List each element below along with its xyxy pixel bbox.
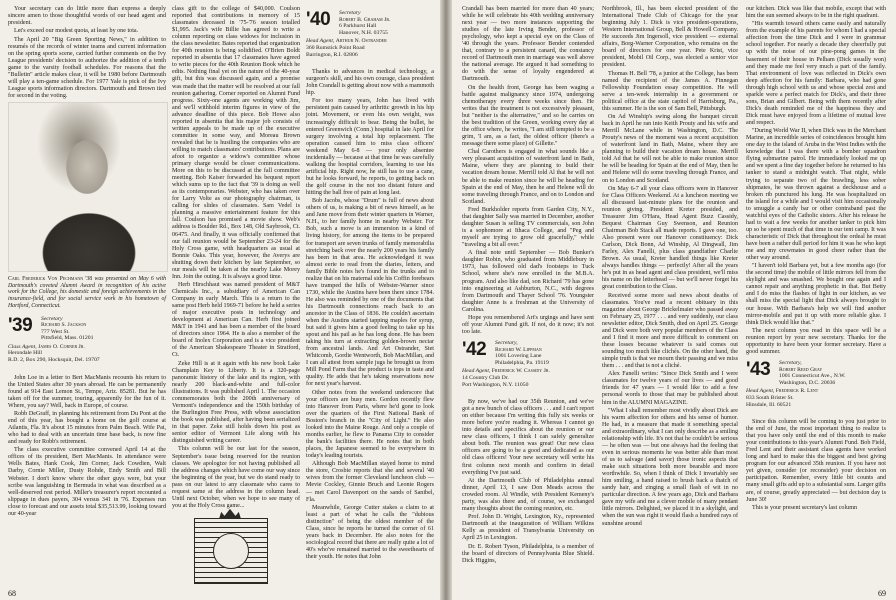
paragraph: Other notes from the weekend underscore that your officers are busy men. Gordon recently flew into Hanover from Paris, where he'd gone to look over the quarters of the First National Bank of Boston's branch in the "City of Light." He also looked into the Maine Rouge. And only a couple of months earlier, he flew to Panama City to consider the bank's facilities there. He notes that in both places, the Japanese seemed to be everywhere in today's leading tourists. [306, 389, 434, 460]
secretary-role: Secretary, [495, 340, 518, 347]
paragraph: "I haven't told Barbara yet, but a few months ago (for the second time) the mobile of little mirrors fell from the skylight and was smashed. We bought one again and I cannot repair and anything prophetic in that. But Betty and I do miss the flashes of light in our kitchen, as we shall miss the special light that Dick always brought to our house. With Barbara's help we will find another mirror-mobile and put it up with more reliable glue. I think Dick would like that." [746, 263, 886, 326]
secretary-name: Robert Reed Gray [779, 366, 823, 373]
class-agent [8, 344, 166, 364]
class-agent [462, 368, 594, 388]
secretary-name: Richard S. Jackson [41, 322, 87, 329]
agent-city: Barrington, R.I. 02806 [306, 51, 358, 58]
paragraph: "During World War II, when Dick was in the Merchant Marine, an incredible series of coincidences brought him one day to the island of Aruba in the West Indies with the knowledge that I was there with a bomber squadron flying submarine patrol. He immediately looked me up and we spent a fine day together before he returned to his tanker to stand a midnight watch. That night, while trying to separate two of the brawling, less sober shipmates, he was thrown against a deckhouse and a broken rib punctured his lung. He was hospitalized on the island for a while and I would visit him occasionally to smuggle a candy bar or other contraband past the watchful eyes of the Catholic sisters. After his release he had to wait a few weeks for another tanker to pick him up so he spent much of that time in our tent camp. It was characteristic of Dick that throughout the ordeal he must have been a rather dull period for him it was he who kept me and my crewmates in good cheer rather than the other way around. [746, 128, 886, 262]
paragraph: Dr. E. Robert Tyson, Philadelphia, is a member of the board of directors of Pennsylvania Blue Shield. Dick Higgins, [462, 543, 594, 564]
secretary-address: 6 Parkhurst Hall [339, 23, 377, 30]
paragraph: Meanwhile, George Cutter stakes a claim to at least a part of what he calls the "dubious distinction" of being the oldest member of the Class, since he reports he turned the corner of 61 years back in December. He also notes for the sociological record that there are really quite a lot of 40's who've remained married to the sweethearts of their youth. He notes that John [306, 504, 434, 561]
paragraph: By now, we've had our 35th Reunion, and we've got a new bunch of class officers . . . and I can't report on either because I'm writing this fully six weeks or more before you're reading it. Whereas I cannot go into details and specifics about the reunion or our new class officers, I think I can safely generalize about both. The reunion was great! Our new class officers are going to be a good and dedicated as our old class officers! Your new secretary will write his first column next month and confirm in detail everything I've just said. [462, 399, 594, 476]
page-number: 69 [878, 589, 886, 598]
right-page [452, 0, 896, 600]
class-year: '42 [462, 339, 487, 361]
class-heading-40 [306, 10, 434, 64]
paragraph: Thomas H. Bell '78, a junior at the College, has been named the recipient of the James A. Finnegan Fellowship Foundation essay competition. He will serve a ten-week internship in a government or political office at the state capitol of Harrisburg, Pa., this summer. He is the son of Sam Bell, Pittsburgh. [602, 70, 738, 112]
right-column-3 [746, 6, 886, 513]
paragraph: For too many years, John has lived with persistent pain caused by arthritic growth in his hip joint. Movement, or even his own weight, was increasingly difficult to bear. Being the bullet, he entered Greenwich (Conn.) hospital in late April for surgery involving a total hip replacement. The operation caused him to miss class officers' weekend May 6-8 — your only absentee incidentally — because at that time he was carefully walking the hospital corridors, learning to use his artificial hip. Right now, he still has to use a cane, but he looks forward, he reports, to getting back on the golf course in the not too distant future and hitting the ball free of pain at long last. [306, 98, 434, 196]
paragraph: The next column you read in this space will be a reunion report by your new secretary. Thanks for the opportunity to have been your former secretary. Have a good summer. [746, 327, 886, 355]
agent-role: Head Agent, [306, 38, 335, 45]
secretary-role: Secretary, [779, 360, 802, 367]
paragraph: "What I shall remember most vividly about Dick are his warm affection for others and his sense of humor. He had, in a measure that made it something special and extraordinary, what I can only describe as a smiling relationship with life. It's not that he couldn't be serious — he often was — but one always had the feeling that even in serious moments he was better able than most of us to salvage (and savor) those ironic aspects that make such situations both more bearable and more worthwhile. So, when I think of Dick I invariably see him smiling, a hand raised to brush back a thatch of sandy hair, and zinging a small flash of wit in no particular direction. A few years ago, Dick and Barbara gave my wife and me a clever mobile of many pendant little mirrors. Delighted, we placed it in a skylight, and when the sun was right it would flash a hundred rays of sunshine around [602, 407, 738, 527]
left-page [0, 0, 440, 600]
secretary-city: Washington, D.C. 20036 [779, 379, 836, 386]
paragraph: This is your present secretary's last column [752, 504, 858, 511]
paragraph: Prof. John D. Wright, Lexington, Ky., represented Dartmouth at the inauguration of William Wilkins Kelly as president of Transylvania University on April 25 in Lexington. [462, 514, 594, 542]
caption-text: was presented on May 6 with Dartmouth's coveted Alumni Award in recognition of his active work for the College, his domestic and foreign achievements in the insurance-field, and for social service work in his hometown of Hartford, Connecticut. [8, 275, 166, 309]
class-agent [746, 388, 886, 408]
agent-address: 360 Rumstick Point Road [306, 44, 365, 51]
paragraph: The April 20 "Big Green Sporting News," in addition to resumés of the records of winter teams and current information on the spring sports scene, carried further comments on the Ivy League presidents' decision to authorize the addition of a tenth game to the varsity football schedules. For reasons that the "Bulletin" article makes clear, it will be 1980 before Dartmouth will play a ten-game schedule. For 1977 Yale is pick of the Ivy League sports information directors. Dartmouth and Brown tied for second in the voting. [8, 36, 166, 99]
class-agent [306, 38, 434, 58]
paragraph: Fred Burkholder reports from Garden City, N.Y., that daughter Sally was married in December, another daughter Susan is selling TV commercials, son John is a sophomore at Ithaca College, and "Peg and myself are trying to grow old gracefully," while "traveling a bit all over." [462, 206, 594, 249]
paragraph: John Loe in a letter to Bert MacManis recounts his return to the United States after 30 years abroad. He can be permanently found at 914 East Lemon St., Tempe, Ariz. 85281. But he has taken off for the summer, touring, apparently for the fun of it. Where, you say? Well, back in Europe, of course. [8, 374, 166, 409]
paragraph: A final note until September — Bob Bunker's daughter Robin, who graduated from Middlebury in 1973, has followed old dad's footsteps to Tuck School, where she's now enrolled in the M.B.A. program. And also like dad, son Richard '79 has gone into engineering at Ashburton, N.C., with degrees from Dartmouth and Thayer School '76. Youngster daughter Anne is a freshman at the University of Carolina. [462, 250, 594, 313]
class-year: '40 [306, 9, 331, 30]
agent-name: Frederick W. Cassidy Jr. [491, 368, 550, 375]
photo-caption [8, 276, 166, 310]
secretary-name: Richard W. Lippman [495, 346, 542, 353]
agent-name: Frederick R. Lent [775, 388, 819, 395]
class-year: '43 [746, 359, 771, 381]
paragraph: Alex Fanelli writes: "Since Dick Smith and I were classmates for twelve years of our lives — and good friends for 47 years — I would like to add a few personal words to those that may be published about him in the ALUMNI MAGAZINE. [602, 371, 738, 406]
class-heading-43 [746, 360, 886, 414]
paragraph: Zeke Hill is at it again with his new book Lake Champlain Key to Liberty. It is a 320-page panoramic history of the lake and its region, with nearly 200 black-and-white and full-color illustrations. It was published April 1. The occasion commemorates both the 200th anniversary of Vermont's independence and the 150th birthday of the Burlington Free Press, with whose association the book was published, after having been serialized in that paper. Zeke still holds down his post as senior editor of Vermont Life along with his distinguished writing career. [172, 360, 300, 445]
right-column-2 [602, 6, 738, 529]
class-year: '39 [8, 314, 33, 336]
paragraph: The class executive committee convened April 14 at the offices of its president, Bert MacManis. In attendance were Wells Bates, Hank Cook, Jim Corner, Jack Cowdien, Walt Darby, Cornie Miller, Dusty Rohde, Endy Smith and Bill Webster. I don't know where the other guys were, but your scribe was languishing in Bermuda in what was described as a well-deserved rest period. Miller's treasurer's report recounted a slippage in dues payers, 304 versus 341 in '76. Expenses run close to forecast and our assets total $35,513.99, looking toward our 40-year [8, 447, 166, 517]
paragraph: Hope you remembered Art's urgings and have sent off your Alumni Fund gift. If not, do it now; it's not too late. [462, 314, 594, 336]
agent-name: James O. Corner Jr. [38, 343, 85, 350]
paragraph: Although Bob MacMillan stayed home to mind the store, Crosbie reports that she and several '40 wives from the former Cleveland luncheon club — Mevie Cockley, Ginnie Bruch and Leonie Rogers — met Carol Davenport on the sands of Sanibel, Fla. [306, 461, 434, 503]
dartmouth-crest-icon [194, 518, 268, 584]
agent-city: Hinsdale, Ill. 60521 [746, 401, 792, 408]
agent-city: Port Washington, N.Y. 11050 [462, 381, 529, 388]
agent-name: Arthur N. Ostrander [335, 38, 387, 45]
paragraph: Since this column will be coming to you just prior to the end of June, the most important thing to realize is that you have only until the end of this month to make your contributions to this year's Alumni Fund. Bob Field, Fred Lent and their assistant class agents have worked long and hard to make this the biggest and best giving program for our advanced 35th reunion. If you have not yet given, consider (or reconsider) your decision on participation. Remember, every little bit counts and many small gifts add up to a substantial sum. Larger gifts are, of course, greatly appreciated — but decision day is June 30! [746, 419, 886, 503]
paragraph: Thanks to advances in medical technology, a surgeon's skill, and his own courage, class president John Crandall is getting about now with a mammoth hip. [306, 69, 434, 97]
agent-address: Herondale Hill [8, 350, 42, 357]
caption-name: Carl Frederick Von Pechmann '38 [8, 275, 93, 282]
right-column-1 [462, 6, 594, 566]
paragraph: Received some more sad news about deaths of classmates. You've read a recent obituary in this magazine about George Brickelmaier who passed away on February 25, 1977 . . . and very suddenly, our class newsletter editor, Dick Smith, died on April 25. George and Dick were both very popular members of the Class and I find it more and more difficult to comment on these losses because whatever is said comes out sounding too much like clichés. On the other hand, the simple truth is that we mourn their passing and we miss them . . . and that is not a cliché. [602, 292, 738, 370]
left-column-2 [172, 6, 300, 588]
paragraph: Crandall has been married for more than 40 years; while he will celebrate his 40th wedding anniversary next year — two more instances supporting the studies of the late Irving Bender, professor of psychology, who kept a special eye on the Class of '40 through the years. Professor Bender contended that, contrary to a persistent canard, the constancy record of Dartmouth men in marriage was well above the national average. He argued it had something to do with the sense of loyalty engendered at Dartmouth. [462, 6, 594, 83]
class-officers [495, 340, 594, 366]
class-heading-42 [462, 340, 594, 394]
secretary-address: 777 West St. [41, 328, 70, 335]
paragraph: Herb Hirschhaut was named president of M&T Chemicals Inc., a subsidiary of American Can Company in early March. This is a return to the same post Herb held 1969-71 before he held a series of major executive posts in technology and development at American Can. Herb first joined M&T in 1941 and has been a member of the board of directors since 1964. He is also a member of the board of Inolex Corporation and is a vice president of the American Shakespeare Theater in Stratford, Ct. [172, 282, 300, 359]
secretary-city: Hanover, N.H. 03755 [339, 29, 388, 36]
agent-role: Head Agent, [746, 388, 775, 395]
class-officers [41, 316, 166, 342]
agent-address: 833 South Brister St. [746, 395, 794, 402]
agent-role: Class Agent, [8, 343, 37, 350]
secretary-city: Pittsfield, Mass. 01201 [41, 335, 94, 342]
portrait-photo [8, 102, 168, 272]
paragraph: Bob Jacobs, whose "Drum" is full of news about others of us, is making a bit of news himself, as he and Jane move from their winter quarters in Warner, N.H., to her family home in nearby Webster. For Bob, such a move is an immersion in a kind of living history, for among the items to be prepared for transport are seven trunks of family memorabilia stretching back over the nearly 200 years his family has been in that area. He acknowledged it was almost eerie to read from the diaries, letters, and family Bible notes he's found in the trunks and to realize that on his maternal side his Coffin forebears have tramped the hills of Webster-Warner since 1730, while the Austins have been there since 1784. He also was reminded by one of the documents that his Dartmouth connections reach back to an ancestor in the Class of 1836. He couldn't ascertain when the Austins started tapping maples for syrup, but said it gives him a good feeling to take up his spout and his pail as he has long done. He has been taking his turn at extracting golden-brown nectar from ancestral lands. And Art Ostrander, Stet Whitcomb, Gordie Wentworth, Bob MacMillan, and I can all attest from sample jugs he brought us from Mill Pond Farm that the product is tops in taste and quality. He adds that he's taking reservations now for next year's harvest. [306, 198, 434, 388]
secretary-address: 1001 Connecticut Ave., N.W. [779, 373, 846, 380]
paragraph: Let's exceed our modest quota, at least by one tota. [14, 28, 139, 35]
agent-address: 14 Country Club Dr. [462, 375, 509, 382]
paragraph: On May 6-7 all your class officers were in Hanover for Class Officers Weekend. At a luncheon meeting we all discussed last-minute plans for the reunion and reunion giving. President Kreter presided, and Treasurer Jim O'Hara, Head Agent Buzz Cassidy, Bequest Chairman Guy Swenson, and Reunion Chairman Bob Stack all made reports. I gave one, too. Also present were our Hanover constituency: Dick Carlson, Dick Bonn, Ad Winship, Al Dingwall, Jim Farley, Alex Fanelli, plus class grandfather Charlie Brown. As usual, Kreter handled things like Kreter always handles things — perfectly! After all the years he's put in as head agent and class president, we'll miss his name on the letterhead — but we'll never forget his great contribution to the Class. [602, 185, 738, 291]
paragraph: Robb DeGraff, in planning his retirement from Du Pont at the end of this year, has bought a home on the golf course at Atlantis, Fla. It's about 15 minutes from Palm Beach. Wife Pat, who had to deal with an uncertain time base back, is now fine and ready for Robb's retirement. [8, 410, 166, 446]
paragraph: our kitchen. Dick was like that mobile, except that with him the sun seemed always to be in the right quadrant. [746, 6, 886, 20]
paragraph: On the health front, George has been waging a battle against malignancy since 1974, undergoing chemotherapy every three weeks since then. He writes that the treatment is not excessively pleasant, but "neither is the alternative," and so he carries on the best tradition of the Green, working every day at the office where, he writes, "I am still tempted to be a grim, 'I am, as a fact, the oldest officer (there's a message there some place) of Gillette." [462, 84, 594, 148]
left-column-3 [306, 6, 434, 562]
left-column-1 [8, 6, 166, 519]
paragraph: At the Dartmouth Club of Philadelphia annual dinner, April 13, I saw Don Meads across the crowded room. Al Windle, with President Kemeny's party, was also there and, of course, we exchanged many thoughts about the coming reunion, etc. [462, 477, 594, 512]
binding-gutter [440, 0, 452, 600]
class-officers [339, 10, 434, 36]
secretary-name: Robert B. Graham Jr. [339, 16, 391, 23]
paragraph: class gift to the college of $40,000. Coulson reported that contributions in memory of 15 classmates deceased in '75-'76 season totalled $1,995. Jack's wife Billie has agreed to write a column reporting on class widows for inclusion in the class newsletter. Bates reported that organization for 40th reunion is being solidified. O'Brien Boldt reported in absentia that 17 classmates have agreed to write pieces for the 40th Reunion Book which he edits. Nothing final yet on the nature of the 40-year gift, but this was discussed again, and a promise was made that the matter will be resolved at our fall reunion gathering. Corner reported on Alumni Fund progress. Sixty-one agents are working with Jim, and we'll withhold interim figures in view of the advance deadline of this piece. Bob Howe also reported in absentia that his major job consists of written appeals to be made up of the executive committee in some way, and Moreau Brown revealed that he is hustling the companies who are willing to match classmates' contributions. Plans are afoot to organize a widow's committee whose primary charge would be closer communications. More on this to be discussed at the fall committee meeting. Bob Kaiser forwarded his bequest report which sums up to the fact that '39 is doing as well as its contemporaries. Webster, who has taken over for Larry Volte as our photography chairman, is calling for slides of classmates. Sam Vedel is planning a massive entertainment feature for this fall. Coulson has promised a movie show. Web's address is Boulder Rd., Box 148, Old Saybrook, Ct. 06475. And finally, it was officially confirmed that our fall reunion would be September 23-24 for the Holy Cross game, with headquarters as usual at Bonnie Oaks. This year, however, the Averys are shutting down their kitchen by late September, so our meals will be taken at the nearby Lake Morey Inn. Join the outing. It is always a good time. [172, 6, 300, 280]
paragraph: Chal Carothers is engaged in what sounds like a very pleasant acquisition of waterfront land in Bath, Maine, where they are planning to build their vacation dream house. Merrill told Al that he will not be able to make reunion since he will be heading for Spain at the end of May, then he and Helene will do some traveling through France, and on to London and Scotland. [462, 149, 594, 205]
paragraph: Your secretary can do little more than express a deeply sincere amen to those thoughtful words of our head agent and president. [8, 6, 166, 27]
secretary-role: Secretary [339, 10, 361, 16]
paragraph: Northbrook, Ill., has been elected president of the International Trade Club of Chicago for the year beginning July 1. Dick is vice president-operations, Western International Group, Bell & Howell Company. He succeeds Jim Ingersoll, vice president — external affairs, Borg-Warner Corporation, who remains on the board of directors for one year. Pete Krist, vice president, Mobil Oil Corp., was elected a senior vice president. [602, 6, 738, 69]
paragraph: On Ad Winship's swing along the banquet circuit back in April he ran into Keith Prouty and his wife and Merrill McLane while in Washington, D.C. The Prouty's news of the moment was a recent acquisition of waterfront land in Bath, Maine, where they are planning to build their vacation dream house. Merrill told Ad that he will not be able to make reunion since he will be heading for Spain at the end of May, then he and Helene will do some traveling through France, and on to London and Scotland. [602, 114, 738, 184]
paragraph: "His warmth toward others came easily and naturally from the example of his parents for whom I had a special affection from the time Dick and I were in grammar school together. For nearly a decade they cheerfully put up with the noise of our pine-pong games in the basement of their house in Pelham (Dick usually won) and they made me feel very much a part of the family. That environment of love was reflected in Dick's own deep affection for his family: Barbara, who had gone through high school with us and whose special zest and sparkle were a perfect match for Dick's, and their three sons, Brian and Gilbert. Being with them recently after Dick's death reminded me of the happiness they and Dick must have enjoyed from a lifetime of mutual love and respect. [746, 21, 886, 126]
agent-city: R.D. 2, Box 290, Hocksquit, Del. 19707 [8, 357, 100, 364]
secretary-city: Philadelphia, Pa. 19119 [495, 359, 549, 366]
secretary-address: 1001 Lovering Lane [495, 353, 542, 360]
paragraph: This column will be our last for the season, September's issue being reserved for the reunion classes. We apologize for not having published all the address changes which have come our way since the beginning of the year, but we do stand ready to pass on our latest to any classmate who cares to request same at the address in the column head. Until next October, when we hope to see many of you at the Holy Cross game... [172, 446, 300, 509]
agent-role: Head Agent, [462, 368, 491, 375]
class-heading-39 [8, 316, 166, 370]
class-officers [779, 360, 886, 386]
page-number: 68 [8, 589, 16, 598]
secretary-role: Secretary [41, 315, 63, 322]
